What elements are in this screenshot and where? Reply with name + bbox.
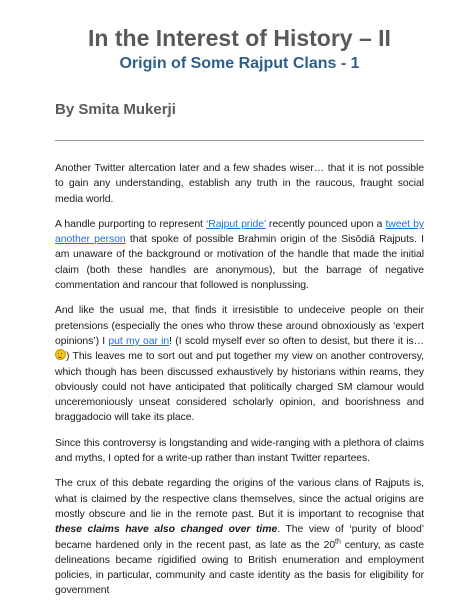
paragraph-text: A handle purporting to represent	[55, 218, 206, 230]
paragraph-text: recently pounced upon a	[265, 218, 386, 230]
paragraph-1: Another Twitter altercation later and a few shades wiser… that it is not possible to gain any understanding, establish any truth in the raucous, fraught social media world.	[55, 163, 424, 205]
horizontal-divider	[55, 140, 424, 141]
page-subtitle: Origin of Some Rajput Clans - 1	[119, 55, 360, 72]
paragraph-3	[55, 303, 424, 425]
paragraph-5	[55, 476, 424, 598]
paragraph-text: century, as caste delineations became rigidified owing to British enumeration and employment policies, in particular, community and caste identity as the basis for eligibility for government	[55, 539, 424, 597]
smiling-face-icon	[55, 349, 66, 360]
paragraph-text: The crux of this debate regarding the origins of the various clans of Rajputs is, what is claimed by the respective clans themselves, since the actual origins are mostly obscure and lie in the remote past. But it is important to recognise that	[55, 478, 424, 520]
paragraph-text: . The view of ‘purity of blood’ became hardened only in the recent past, as late as the 20	[55, 524, 424, 551]
paragraph-4: Since this controversy is longstanding and wide-ranging with a plethora of claims and myths, I opted for a write-up rather than instant Twitter repartees.	[55, 437, 424, 465]
emphasized-text: these claims have also changed over time	[55, 524, 278, 536]
page-title: In the Interest of History – II	[88, 25, 391, 51]
oar-in-link[interactable]: put my oar in	[108, 335, 170, 347]
tweet-link[interactable]: tweet by another person	[55, 218, 424, 246]
paragraph-text: And like the usual me, that finds it irresistible to undeceive people on their pretensions (especially the ones who throw these around obnoxiously as ‘expert opinions’) I	[55, 305, 424, 347]
ordinal-superscript: th	[335, 538, 341, 546]
rajput-pride-link[interactable]: ‘Rajput pride’	[205, 218, 266, 230]
author-byline: By Smita Mukerji	[55, 101, 176, 118]
paragraph-2	[55, 217, 424, 293]
paragraph-text: ! (I scold myself ever so often to desist, but there it is…	[169, 335, 424, 347]
paragraph-text: that spoke of possible Brahmin origin of the Sisōdiā Rajputs. I am unaware of the background or motivation of the handle that made the initial claim (both these handles are anonymous), but the barrage of negative commentation and rancour that followed is nonplussing.	[55, 234, 424, 292]
paragraph-text: ) This leaves me to sort out and put together my view on another controversy, which though has been discussed exhaustively by historians within reams, they obviously could not have anticipated that politically charged SM clamour would unceremoniously unseat considered scholarly opinion, and boorishness and braggadocio will take its place.	[55, 351, 424, 424]
